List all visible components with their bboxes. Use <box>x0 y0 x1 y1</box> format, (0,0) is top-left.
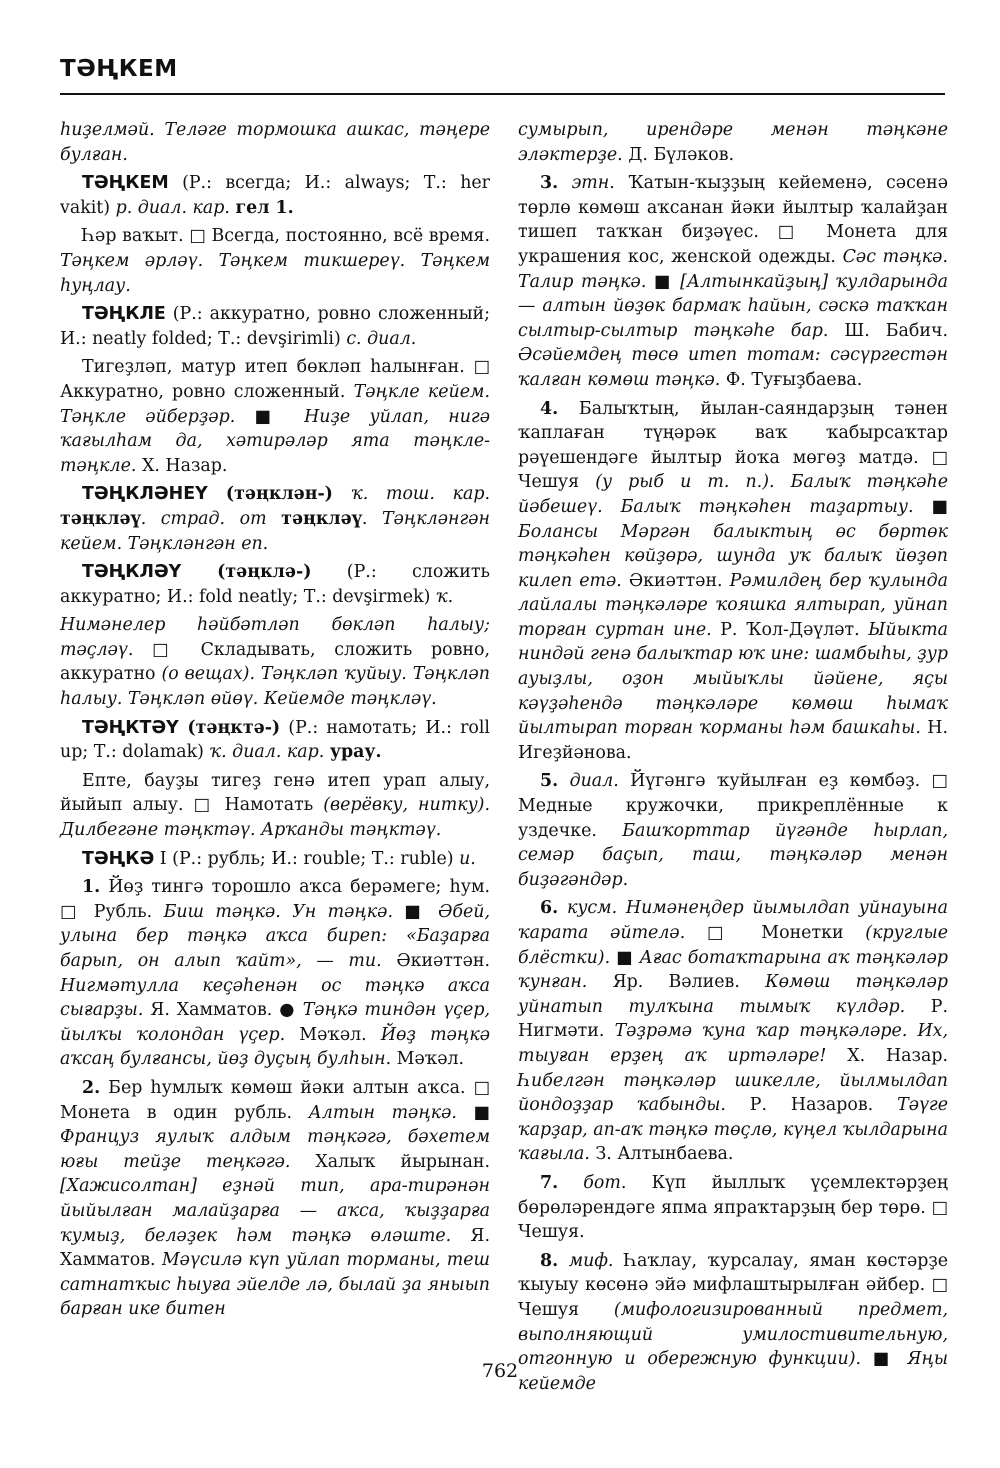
right-column <box>518 118 948 1400</box>
headword: ТӘҢКЛӘНЕҮ <box>82 484 208 505</box>
entry-tenkle-definition: Тигеҙләп, матур итеп бөкләп һалынған. □ Аккуратно, ровно сложенный. Тәңкле кейем. Тәңкле әйберҙәр. ■ Ниҙе уйлап, нигә ҡағылһам да, хәтирәләр ята тәңкле-тәңкле. Х. Назар. <box>60 357 490 476</box>
entry-tenklew-definition: Нимәнелер һәйбәтләп бөкләп һалыу; тәҫләү. □ Складывать, сложить ровно, аккуратно (о вещах). Тәңкләп ҡуйыу. Тәңкләп һалыу. Тәңкләп өйөү. Кейемде тәңкләү. <box>60 615 490 710</box>
left-column <box>60 118 490 1326</box>
sense-7: 7. бот. Күп йыллыҡ үҫемлектәрҙең бөрөләрендәге япма япраҡтарҙың бер төрө. □ Чешуя. <box>518 1172 948 1243</box>
entry-tenklenew: ТӘҢКЛӘНЕҮ (тәңклән-) ҡ. тош. кар. тәңкләү. страд. от тәңкләү. Тәңкләнгән кейем. Тәңкләнгән еп. <box>60 484 490 554</box>
headword: ТӘҢКЛЕ <box>82 304 166 325</box>
sense-2-continuation: сумырып, ирендәре менән тәңкәне эләктерҙе. Д. Бүләков. <box>518 120 948 165</box>
sense-1: 1. Йөҙ тингә торошло аҡса берәмеге; һум. □ Рубль. Биш тәңкә. Ун тәңкә. ■ Әбей, улына бер тәңкә аҡса биреп: «Баҙарға барып, он алып ҡайт», — ти. Әкиәттән. Нигмәтулла кеҫәһенән ос тәңкә аҡса сығарҙы. Я. Хамматов. ● Тәңкә тиндән үҫер, йылҡы ҡолондан үҫер. Мәҡәл. Йөҙ тәңкә аҡсаң булғансы, йөҙ дуҫың булһын. Мәҡәл. <box>60 877 491 1070</box>
headword: ТӘҢКТӘҮ <box>82 717 179 738</box>
sense-6: 6. кусм. Нимәнеңдер йымылдап уйнауына ҡарата әйтелә. □ Монетки (круглые блёстки). ■ Ағас ботаҡтарына аҡ тәңкәләр ҡунған. Яр. Вәлиев. Көмөш тәңкәләр уйнатып тулҡына тымыҡ күлдәр. Р. Нигмәти. Тәҙрәмә ҡуна ҡар тәңкәләре. Их, тыуған ерҙең аҡ иртәләре! Х. Назар. Һибелгән тәңкәләр шикелле, йылмылдап йондоҙҙар ҡабынды. Р. Назаров. Тәүге ҡарҙар, ап-аҡ тәңкә төҫлө, күңел ҡылдарына ҡағыла. З. Алтынбаева. <box>518 898 948 1165</box>
headword: ТӘҢКӘ <box>82 848 155 869</box>
page-number: 762 <box>481 1360 519 1382</box>
sense-5: 5. диал. Йүгәнгә ҡуйылған еҙ көмбәҙ. □ Медные кружочки, прикреплённые к уздечке. Башҡорттар йүгәнде һырлап, семәр баҫып, таш, тәңкәләр менән биҙәгәндәр. <box>518 771 948 890</box>
running-header: ТӘҢКЕМ <box>60 56 178 82</box>
entry-tenke: ТӘҢКӘ I (Р.: рубль; И.: rouble; Т.: ruble) и. <box>82 848 476 869</box>
headword: ТӘҢКЛӘҮ <box>82 562 182 583</box>
headword: ТӘҢКЕМ <box>82 173 169 194</box>
entry-tenkle: ТӘҢКЛЕ (Р.: аккуратно, ровно сложенный; И.: neatly folded; Т.: devşirimli) с. диал. <box>60 304 490 349</box>
entry-tenklew: ТӘҢКЛӘҮ (тәңклә-) (Р.: сложить аккуратно; И.: fold neatly; Т.: devşirmek) ҡ. <box>60 562 490 607</box>
header-rule <box>60 93 945 95</box>
sense-8: 8. миф. Һаҡлау, ҡурсалау, яман көстәрҙе ҡыуыу көсөнә эйә мифлаштырылған әйбер. □ Чешуя (мифологизированный предмет, выполняющий умилостивительную, отгонную и обережную функции). ■ Яңы кейемде <box>518 1250 948 1394</box>
sense-3: 3. этн. Ҡатын-ҡыҙҙың кейеменә, сәсенә төрлө көмөш аҡсанан йәки йылтыр ҡалайҙан тишеп таҡҡан биҙәүес. □ Монета для украшения кос, женской одежды. Сәс тәңкә. Талир тәңкә. ■ [Алтынкайҙың] ҡулдарында — алтын йөҙөк бармаҡ һайын, сәскә таҡҡан сылтыр-сылтыр тәңкәһе бар. Ш. Бабич. Әсәйемдең төсө итеп тотам: сәсүргестән ҡалған көмөш тәңкә. Ф. Туғыҙбаева. <box>518 173 948 390</box>
entry-tenktew-definition: Епте, бауҙы тигеҙ генә итеп урап алыу, йыйып алыу. □ Намотать (верёвку, нитку). Дилбегәне тәңктәү. Арҡанды тәңктәү. <box>60 770 490 841</box>
entry-tenkem-definition: Һәр ваҡыт. □ Всегда, постоянно, всё время. Тәңкем әрләү. Тәңкем тикшереү. Тәңкем һуңлау. <box>60 226 490 296</box>
sense-2: 2. Бер һумлыҡ көмөш йәки алтын аҡса. □ Монета в один рубль. Алтын тәңкә. ■ Француз яулыҡ алдым тәңкәгә, бәхетем юғы тейҙе теңкәгә. Халыҡ йырынан. [Хажисолтан] еҙнәй тип, ара-тирәнән йыйылған малайҙарға — аҡса, ҡыҙҙарға ҡумыҙ, беләҙек һәм тәңкә өләште. Я. Хамматов. Мәүсилә күп уйлап торманы, теш сатнатҡыс һыуға эйелде лә, былай ҙа яныып барған ике битен <box>60 1077 491 1320</box>
entry-tenktew: ТӘҢКТӘҮ (тәңктә-) (Р.: намотать; И.: roll up; Т.: dolamak) ҡ. диал. кар. урау. <box>60 717 490 763</box>
entry-continuation: һиҙелмәй. Теләге тормошка ашкас, тәңере булған. <box>60 120 490 165</box>
entry-tenkem: ТӘҢКЕМ (Р.: всегда; И.: always; Т.: her vakit) р. диал. кар. гел 1. <box>60 173 490 218</box>
sense-4: 4. Балыҡтың, йылан-саяндарҙың тәнен ҡаплаған түңәрәк ваҡ ҡабырсаҡтар рәүешендәге йылтыр йоҡа мөгөҙ матдә. □ Чешуя (у рыб и т. п.). Балыҡ тәңкәһе йәбешеү. Балыҡ тәңкәһен таҙартыу. ■ Болансы Мәргән балыктың өс бөртөк тәңкәһен көйҙөрә, шунда уҡ балыҡ йөҙөп килеп етә. Әкиәттән. Рәмилдең бер ҡулында лайлалы тәңкәләре ҡояшка ялтырап, уйнап торған суртан ине. Р. Ҡол-Дәүләт. Ыйыкта ниндәй генә балыҡтар юҡ ине: шамбыһы, ҙур ауыҙлы, оҙон мыйыҡлы йәйене, яҫы кәүҙәһендә тәңкәләре көмөш һымаҡ йылтырап торған ҡорманы һәм башкаһы. Н. Игеҙйәнова. <box>518 398 949 763</box>
